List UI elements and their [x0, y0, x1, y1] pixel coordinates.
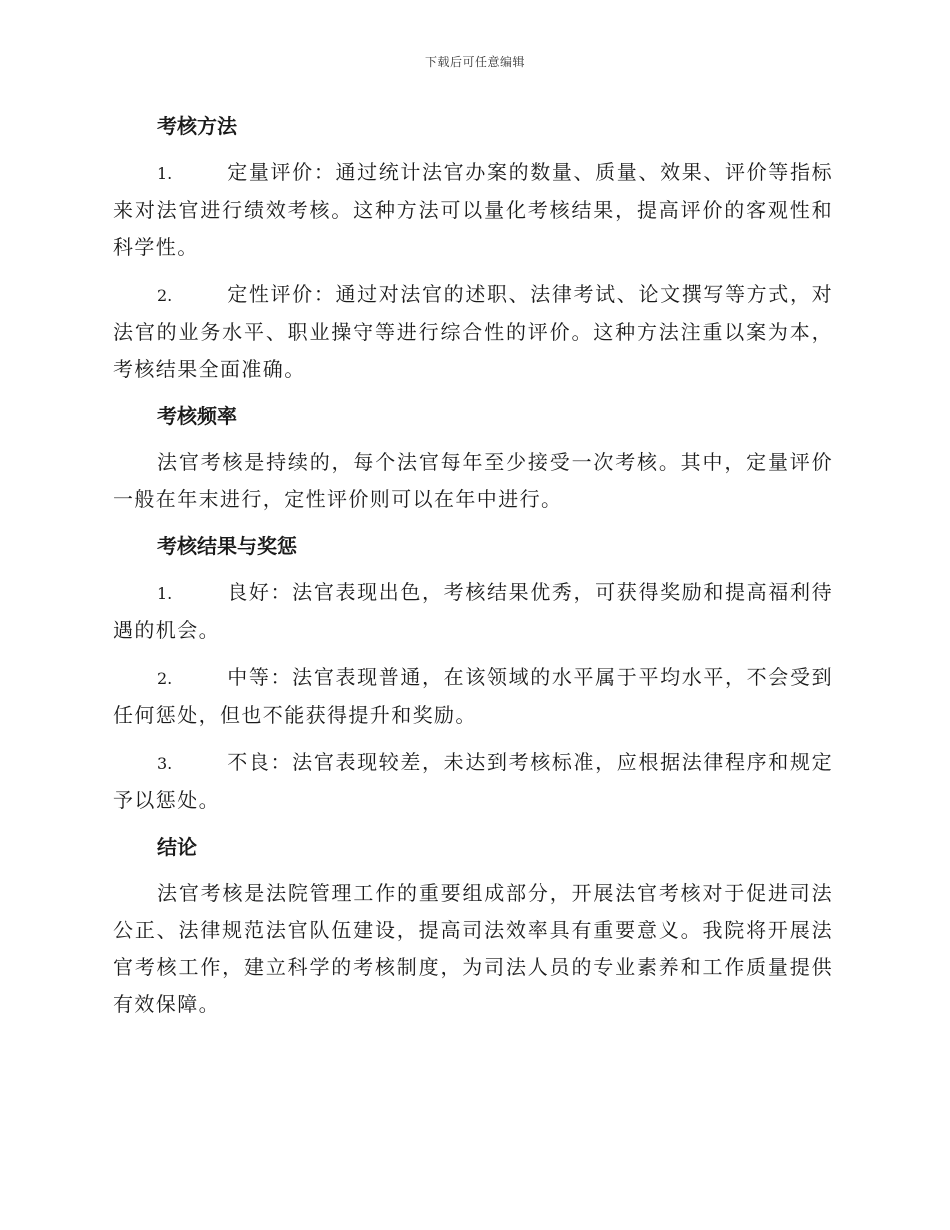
section-heading-results: 考核结果与奖惩: [157, 534, 297, 558]
paragraph-conclusion: 法官考核是法院管理工作的重要组成部分，开展法官考核对于促进司法公正、法律规范法官队伍建设，提高司法效率具有重要意义。我院将开展法官考核工作，建立科学的考核制度，为司法人员的专业素养和工作质量提供有效保障。: [113, 881, 833, 1016]
list-item: [113, 574, 833, 649]
list-item: [113, 659, 833, 734]
page-header: 下载后可任意编辑: [424, 55, 525, 69]
section-heading-conclusion: 结论: [157, 835, 197, 859]
list-item-number: 3.: [157, 754, 173, 773]
list-item-text: 不良：法官表现较差，未达到考核标准，应根据法律程序和规定予以惩处。: [113, 750, 833, 812]
document-body: [113, 108, 833, 1033]
list-item-number: 2.: [157, 669, 173, 688]
list-item: [113, 744, 833, 819]
paragraph-frequency: 法官考核是持续的，每个法官每年至少接受一次考核。其中，定量评价一般在年末进行，定性评价则可以在年中进行。: [113, 450, 833, 511]
list-item-number: 2.: [157, 286, 173, 305]
list-item-number: 1.: [157, 584, 173, 603]
section-heading-method: 考核方法: [157, 114, 237, 138]
list-item-text: 定性评价：通过对法官的述职、法律考试、论文撰写等方式，对法官的业务水平、职业操守等进行综合性的评价。这种方法注重以案为本，考核结果全面准确。: [113, 282, 833, 381]
list-item-text: 良好：法官表现出色，考核结果优秀，可获得奖励和提高福利待遇的机会。: [113, 580, 833, 642]
list-item-number: 1.: [157, 164, 173, 183]
list-item-text: 中等：法官表现普通，在该领域的水平属于平均水平，不会受到任何惩处，但也不能获得提升和奖励。: [113, 665, 833, 727]
section-heading-frequency: 考核频率: [157, 404, 237, 428]
list-item: [113, 154, 833, 266]
list-item: [113, 276, 833, 388]
list-item-text: 定量评价：通过统计法官办案的数量、质量、效果、评价等指标来对法官进行绩效考核。这种方法可以量化考核结果，提高评价的客观性和科学性。: [113, 160, 833, 259]
